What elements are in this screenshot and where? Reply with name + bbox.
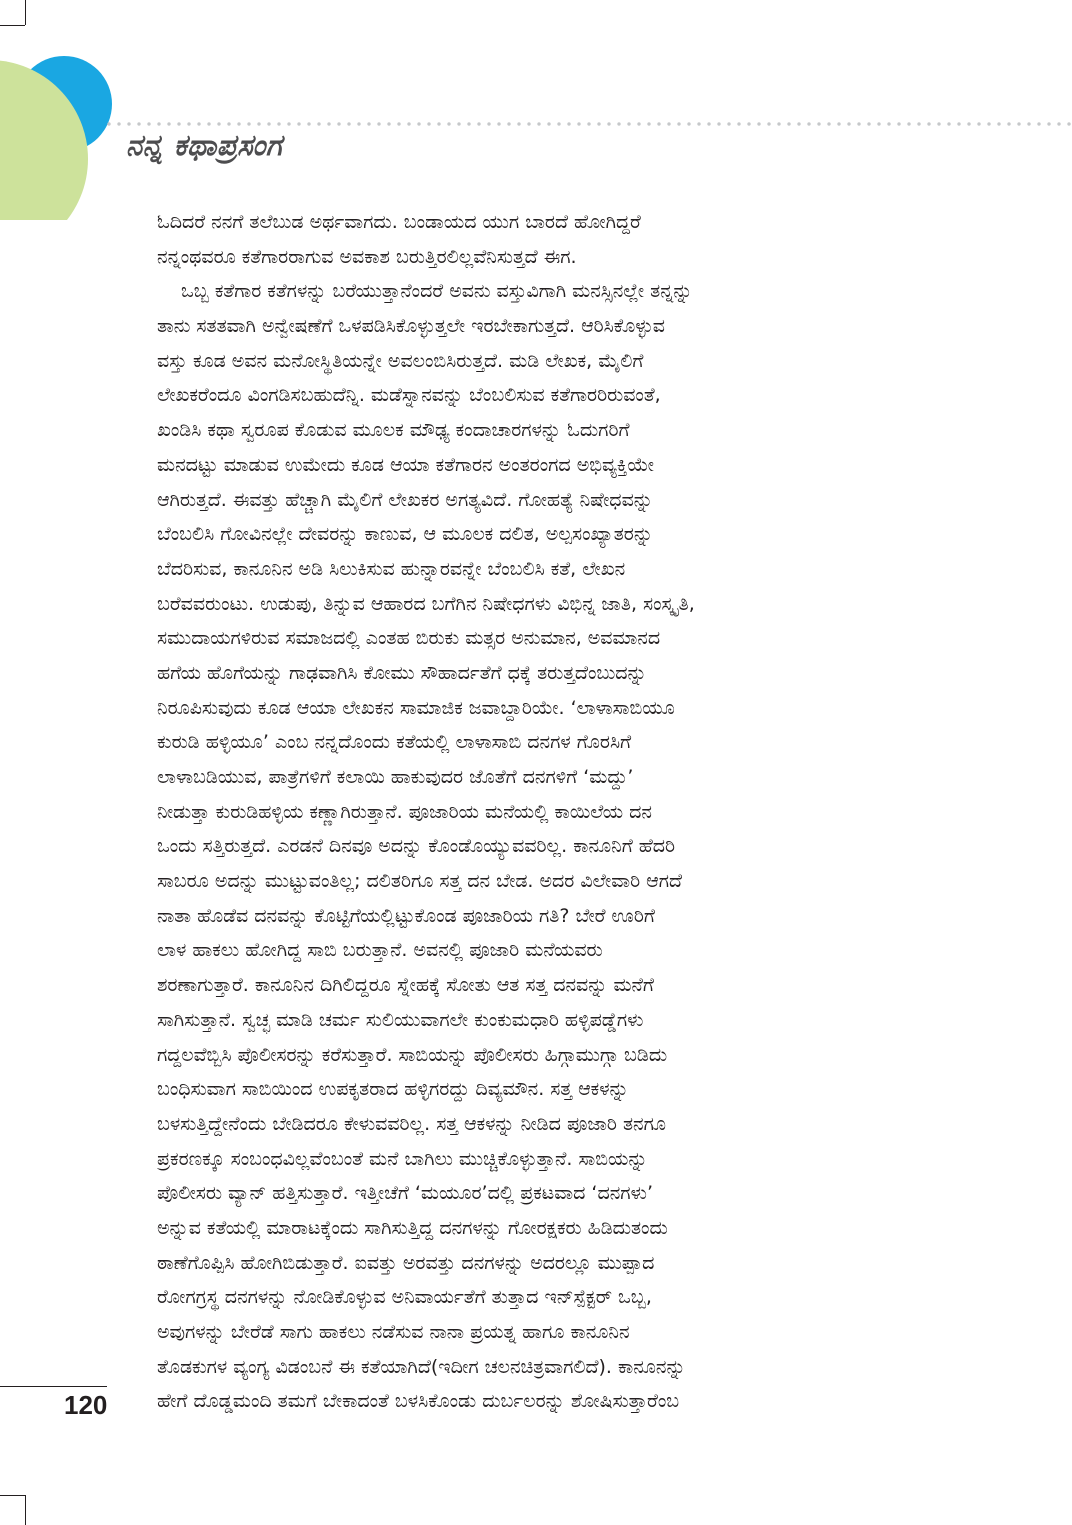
text-line: ಬಳಸುತ್ತಿದ್ದೇನೆಂದು ಬೇಡಿದರೂ ಕೇಳುವವರಿಲ್ಲ. ಸತ್ತ ಆಕಳನ್ನು ನೀಡಿದ ಪೂಜಾರಿ ತನಗೂ <box>157 1112 667 1135</box>
text-line: ಒಬ್ಬ ಕತೆಗಾರ ಕತೆಗಳನ್ನು ಬರೆಯುತ್ತಾನೆಂದರೆ ಅವನು ವಸ್ತುವಿಗಾಗಿ ಮನಸ್ಸಿನಲ್ಲೇ ತನ್ನನ್ನು <box>181 280 693 303</box>
text-line: ಹಗೆಯ ಹೊಗೆಯನ್ನು ಗಾಢವಾಗಿಸಿ ಕೋಮು ಸೌಹಾರ್ದತೆಗೆ ಧಕ್ಕೆ ತರುತ್ತದೆಂಬುದನ್ನು <box>157 661 647 684</box>
text-line: ತಾನು ಸತತವಾಗಿ ಅನ್ವೇಷಣೆಗೆ ಒಳಪಡಿಸಿಕೊಳ್ಳುತ್ತಲೇ ಇರಬೇಕಾಗುತ್ತದೆ. ಆರಿಸಿಕೊಳ್ಳುವ <box>157 315 665 338</box>
text-line: ಬರೆವವರುಂಟು. ಉಡುಪು, ತಿನ್ನುವ ಆಹಾರದ ಬಗೆಗಿನ ನಿಷೇಧಗಳು ವಿಭಿನ್ನ ಜಾತಿ, ಸಂಸ್ಕೃತಿ, <box>157 592 695 615</box>
text-line: ನಾತಾ ಹೊಡೆವ ದನವನ್ನು ಕೊಟ್ಟಿಗೆಯಲ್ಲಿಟ್ಟುಕೊಂಡ ಪೂಜಾರಿಯ ಗತಿ? ಬೇರೆ ಊರಿಗೆ <box>157 904 655 927</box>
text-line: ಸಮುದಾಯಗಳಿರುವ ಸಮಾಜದಲ್ಲಿ ಎಂತಹ ಬಿರುಕು ಮತ್ಸರ ಅನುಮಾನ, ಅವಮಾನದ <box>157 627 661 650</box>
crop-mark-top-horizontal <box>0 25 25 26</box>
text-line: ಸಾಗಿಸುತ್ತಾನೆ. ಸ್ವಚ್ಛ ಮಾಡಿ ಚರ್ಮ ಸುಲಿಯುವಾಗಲೇ ಕುಂಕುಮಧಾರಿ ಹಳ್ಳಿಪಡ್ಡೆಗಳು <box>157 1008 644 1031</box>
text-line: ತೊಡಕುಗಳ ವ್ಯಂಗ್ಯ ವಿಡಂಬನೆ ಈ ಕತೆಯಾಗಿದೆ(ಇದೀಗ ಚಲನಚಿತ್ರವಾಗಲಿದೆ). ಕಾನೂನನ್ನು <box>157 1355 686 1378</box>
crop-mark-bottom-horizontal <box>0 1495 25 1496</box>
text-line: ರೋಗಗ್ರಸ್ಥ ದನಗಳನ್ನು ನೋಡಿಕೊಳ್ಳುವ ಅನಿವಾರ್ಯತೆಗೆ ತುತ್ತಾದ ಇನ್‌ಸ್ಪೆಕ್ಟರ್ ಒಬ್ಬ, <box>157 1286 652 1309</box>
crop-mark-bottom-vertical <box>25 1495 26 1525</box>
text-line: ನೀಡುತ್ತಾ ಕುರುಡಿಹಳ್ಳಿಯ ಕಣ್ಣಾಗಿರುತ್ತಾನೆ. ಪೂಜಾರಿಯ ಮನೆಯಲ್ಲಿ ಕಾಯಿಲೆಯ ದನ <box>157 800 652 823</box>
text-line: ಓದಿದರೆ ನನಗೆ ತಲೆಬುಡ ಅರ್ಥವಾಗದು. ಬಂಡಾಯದ ಯುಗ ಬಾರದೆ ಹೋಗಿದ್ದರೆ <box>157 211 641 233</box>
text-line: ಪ್ರಕರಣಕ್ಕೂ ಸಂಬಂಧವಿಲ್ಲವೆಂಬಂತೆ ಮನೆ ಬಾಗಿಲು ಮುಚ್ಚಿಕೊಳ್ಳುತ್ತಾನೆ. ಸಾಬಿಯನ್ನು <box>157 1147 648 1170</box>
text-line: ಹೇಗೆ ದೊಡ್ಡಮಂದಿ ತಮಗೆ ಬೇಕಾದಂತೆ ಬಳಸಿಕೊಂಡು ದುರ್ಬಲರನ್ನು ಶೋಷಿಸುತ್ತಾರೆಂಬ <box>157 1390 680 1413</box>
text-line: ಮನದಟ್ಟು ಮಾಡುವ ಉಮೇದು ಕೂಡ ಆಯಾ ಕತೆಗಾರನ ಅಂತರಂಗದ ಅಭಿವ್ಯಕ್ತಿಯೇ <box>157 453 654 476</box>
text-line: ವಸ್ತು ಕೂಡ ಅವನ ಮನೋಸ್ಥಿತಿಯನ್ನೇ ಅವಲಂಬಿಸಿರುತ್ತದೆ. ಮಡಿ ಲೇಖಕ, ಮೈಲಿಗೆ <box>157 349 644 372</box>
text-line: ಲಾಳ ಹಾಕಲು ಹೋಗಿದ್ದ ಸಾಬಿ ಬರುತ್ತಾನೆ. ಅವನಲ್ಲಿ ಪೂಜಾರಿ ಮನೆಯವರು <box>157 939 603 962</box>
text-line: ಬೆದರಿಸುವ, ಕಾನೂನಿನ ಅಡಿ ಸಿಲುಕಿಸುವ ಹುನ್ನಾರವನ್ನೇ ಬೆಂಬಲಿಸಿ ಕತೆ, ಲೇಖನ <box>157 557 626 580</box>
text-line: ನನ್ನಂಥವರೂ ಕತೆಗಾರರಾಗುವ ಅವಕಾಶ ಬರುತ್ತಿರಲಿಲ್ಲವೆನಿಸುತ್ತದೆ ಈಗ. <box>157 245 577 268</box>
text-line: ಶರಣಾಗುತ್ತಾರೆ. ಕಾನೂನಿನ ದಿಗಿಲಿದ್ದರೂ ಸ್ನೇಹಕ್ಕೆ ಸೋತು ಆತ ಸತ್ತ ದನವನ್ನು ಮನೆಗೆ <box>157 974 654 997</box>
text-line: ಸಾಬರೂ ಅದನ್ನು ಮುಟ್ಟುವಂತಿಲ್ಲ; ದಲಿತರಿಗೂ ಸತ್ತ ದನ ಬೇಡ. ಅದರ ವಿಲೇವಾರಿ ಆಗದೆ <box>157 870 683 893</box>
page-number: 120 <box>64 1390 108 1420</box>
text-line: ಆಗಿರುತ್ತದೆ. ಈವತ್ತು ಹೆಚ್ಚಾಗಿ ಮೈಲಿಗೆ ಲೇಖಕರ ಅಗತ್ಯವಿದೆ. ಗೋಹತ್ಯೆ ನಿಷೇಧವನ್ನು <box>157 488 653 511</box>
text-line: ಅನ್ನುವ ಕತೆಯಲ್ಲಿ ಮಾರಾಟಕ್ಕೆಂದು ಸಾಗಿಸುತ್ತಿದ್ದ ದನಗಳನ್ನು ಗೋರಕ್ಷಕರು ಹಿಡಿದುತಂದು <box>157 1216 668 1239</box>
text-line: ಬೆಂಬಲಿಸಿ ಗೋವಿನಲ್ಲೇ ದೇವರನ್ನು ಕಾಣುವ, ಆ ಮೂಲಕ ದಲಿತ, ಅಲ್ಪಸಂಖ್ಯಾತರನ್ನು <box>157 523 654 546</box>
page-number-rule <box>0 1386 107 1387</box>
text-line: ಲೇಖಕರೆಂದೂ ವಿಂಗಡಿಸಬಹುದೆನ್ನಿ. ಮಡೆಸ್ನಾನವನ್ನು ಬೆಂಬಲಿಸುವ ಕತೆಗಾರರಿರುವಂತೆ, <box>157 384 661 407</box>
text-line: ಖಂಡಿಸಿ ಕಥಾ ಸ್ವರೂಪ ಕೊಡುವ ಮೂಲಕ ಮೌಢ್ಯ ಕಂದಾಚಾರಗಳನ್ನು ಓದುಗರಿಗೆ <box>157 419 630 442</box>
text-line: ಕುರುಡಿ ಹಳ್ಳಿಯೂ’ ಎಂಬ ನನ್ನದೊಂದು ಕತೆಯಲ್ಲಿ ಲಾಳಾಸಾಬಿ ದನಗಳ ಗೊರಸಿಗೆ <box>157 731 632 754</box>
text-line: ಬಂಧಿಸುವಾಗ ಸಾಬಿಯಿಂದ ಉಪಕೃತರಾದ ಹಳ್ಳಿಗರದ್ದು ದಿವ್ಯಮೌನ. ಸತ್ತ ಆಕಳನ್ನು <box>157 1078 629 1101</box>
header-decoration <box>0 50 120 220</box>
text-line: ಅವುಗಳನ್ನು ಬೇರೆಡೆ ಸಾಗು ಹಾಕಲು ನಡೆಸುವ ನಾನಾ ಪ್ರಯತ್ನ ಹಾಗೂ ಕಾನೂನಿನ <box>157 1321 630 1343</box>
text-line: ಲಾಳಾಬಡಿಯುವ, ಪಾತ್ರೆಗಳಿಗೆ ಕಲಾಯಿ ಹಾಕುವುದರ ಜೊತೆಗೆ ದನಗಳಿಗೆ ‘ಮದ್ದು’ <box>157 766 634 788</box>
page-title: ನನ್ನ ಕಥಾಪ್ರಸಂಗ <box>126 128 283 162</box>
text-line: ನಿರೂಪಿಸುವುದು ಕೂಡ ಆಯಾ ಲೇಖಕನ ಸಾಮಾಜಿಕ ಜವಾಬ್ದಾರಿಯೇ. ‘ಲಾಳಾಸಾಬಿಯೂ <box>157 696 675 719</box>
text-line: ಒಂದು ಸತ್ತಿರುತ್ತದೆ. ಎರಡನೆ ದಿನವೂ ಅದನ್ನು ಕೊಂಡೊಯ್ಯುವವರಿಲ್ಲ. ಕಾನೂನಿಗೆ ಹೆದರಿ <box>157 835 676 858</box>
text-line: ಗದ್ದಲವೆಬ್ಬಿಸಿ ಪೊಲೀಸರನ್ನು ಕರೆಸುತ್ತಾರೆ. ಸಾಬಿಯನ್ನು ಪೊಲೀಸರು ಹಿಗ್ಗಾಮುಗ್ಗಾ ಬಡಿದು <box>157 1043 668 1066</box>
dotted-divider <box>104 122 1072 126</box>
text-line: ಪೊಲೀಸರು ವ್ಯಾನ್ ಹತ್ತಿಸುತ್ತಾರೆ. ಇತ್ತೀಚೆಗೆ ‘ಮಯೂರ’ದಲ್ಲಿ ಪ್ರಕಟವಾದ ‘ದನಗಳು’ <box>157 1182 653 1205</box>
text-line: ಠಾಣೆಗೊಪ್ಪಿಸಿ ಹೋಗಿಬಿಡುತ್ತಾರೆ. ಐವತ್ತು ಅರವತ್ತು ದನಗಳನ್ನು ಅದರಲ್ಲೂ ಮುಪ್ಪಾದ <box>157 1251 655 1274</box>
crop-mark-top-vertical <box>25 0 26 25</box>
body-text <box>157 205 909 1419</box>
